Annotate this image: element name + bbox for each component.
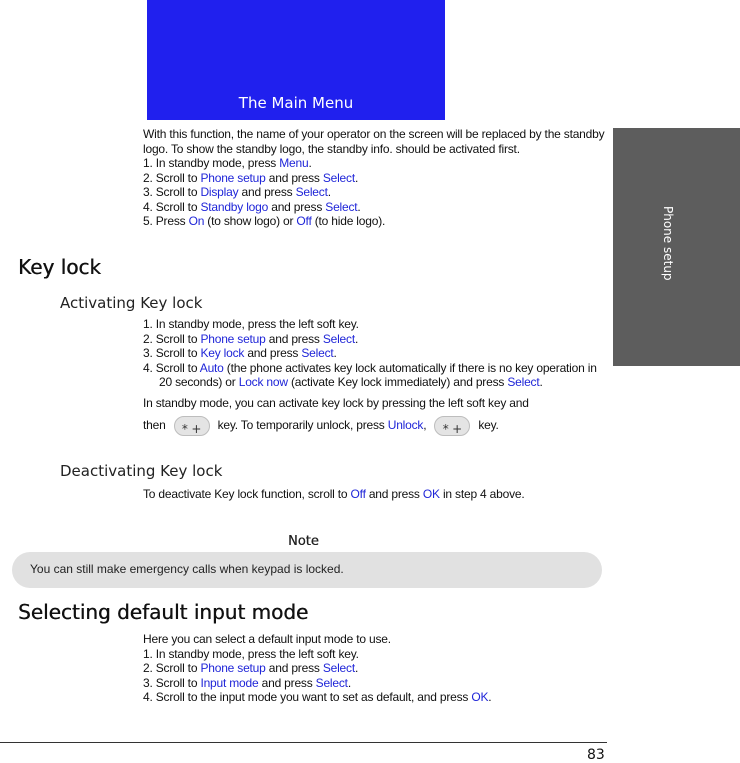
- deactivating-key-lock-heading: Deactivating Key lock: [60, 462, 223, 480]
- input-step-1: 1. In standby mode, press the left soft key.: [143, 646, 359, 661]
- intro-step-2: 2. Scroll to Phone setup and press Select.: [143, 170, 359, 185]
- star-key-icon-2: * +: [434, 416, 470, 436]
- footer-divider: [0, 742, 607, 743]
- intro-step-1: 1. In standby mode, press Menu.: [143, 156, 312, 170]
- phone-screen-image: [147, 0, 445, 120]
- input-mode-block: [143, 632, 605, 705]
- star-key-icon: * +: [174, 416, 210, 436]
- activate-para-1: In standby mode, you can activate key lock by pressing the left soft key and: [143, 395, 529, 410]
- intro-step-3: 3. Scroll to Display and press Select.: [143, 185, 331, 199]
- activate-step-2: 2. Scroll to Phone setup and press Select.: [143, 331, 359, 346]
- input-step-2: 2. Scroll to Phone setup and press Select.: [143, 661, 359, 675]
- note-text: You can still make emergency calls when keypad is locked.: [30, 562, 344, 576]
- activating-key-lock-heading: Activating Key lock: [60, 294, 203, 312]
- intro-paragraph: With this function, the name of your operator on the screen will be replaced by the standby logo. To show the standby logo, the standby info. should be activated first.: [143, 127, 605, 156]
- intro-step-5: 5. Press On (to show logo) or Off (to hide logo).: [143, 214, 386, 228]
- side-tab-label: Phone setup: [661, 206, 675, 281]
- activate-para-2: then * + key. To temporarily unlock, press Unlock, * + key.: [143, 414, 605, 436]
- input-mode-heading: Selecting default input mode: [18, 600, 309, 624]
- intro-step-4: 4. Scroll to Standby logo and press Select.: [143, 199, 361, 214]
- intro-block: [143, 127, 605, 229]
- key-lock-heading: Key lock: [18, 255, 101, 279]
- activate-step-1: 1. In standby mode, press the left soft key.: [143, 317, 359, 331]
- chapter-side-tab: [613, 128, 740, 366]
- note-title: Note: [288, 534, 319, 549]
- activating-steps: [143, 317, 605, 436]
- activate-step-3: 3. Scroll to Key lock and press Select.: [143, 346, 337, 360]
- page-number: 83: [587, 747, 605, 763]
- note-box: [12, 552, 602, 588]
- deactivating-text: [143, 487, 605, 502]
- input-step-3: 3. Scroll to Input mode and press Select.: [143, 675, 351, 690]
- activate-step-4: 4. Scroll to Auto (the phone activates key lock automatically if there is no key operation in 20 seconds) or Lock now (activate Key lock immediately) and press Select.: [143, 360, 597, 389]
- deactivate-paragraph: To deactivate Key lock function, scroll to Off and press OK in step 4 above.: [143, 487, 525, 501]
- input-mode-intro: Here you can select a default input mode to use.: [143, 632, 391, 646]
- screen-title: The Main Menu: [238, 94, 354, 112]
- input-step-4: 4. Scroll to the input mode you want to set as default, and press OK.: [143, 690, 492, 704]
